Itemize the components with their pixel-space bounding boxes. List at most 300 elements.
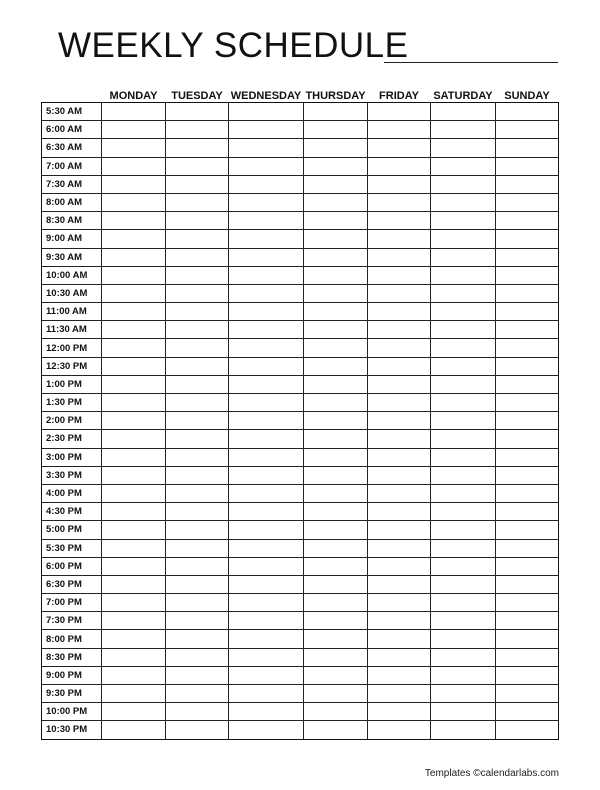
schedule-cell[interactable] — [166, 193, 229, 211]
schedule-cell[interactable] — [496, 139, 559, 157]
schedule-cell[interactable] — [304, 212, 368, 230]
schedule-cell[interactable] — [496, 303, 559, 321]
schedule-cell[interactable] — [368, 557, 431, 575]
schedule-row — [42, 321, 559, 339]
schedule-cell[interactable] — [496, 612, 559, 630]
schedule-cell[interactable] — [166, 557, 229, 575]
schedule-cell[interactable] — [304, 539, 368, 557]
schedule-cell[interactable] — [102, 503, 166, 521]
schedule-row — [42, 685, 559, 703]
schedule-cell[interactable] — [368, 666, 431, 684]
schedule-cell[interactable] — [229, 557, 304, 575]
schedule-cell[interactable] — [431, 157, 496, 175]
schedule-cell[interactable] — [166, 339, 229, 357]
schedule-cell[interactable] — [102, 357, 166, 375]
schedule-cell[interactable] — [368, 248, 431, 266]
schedule-cell[interactable] — [431, 484, 496, 502]
schedule-cell[interactable] — [304, 703, 368, 721]
schedule-cell[interactable] — [368, 612, 431, 630]
schedule-cell[interactable] — [229, 121, 304, 139]
schedule-cell[interactable] — [166, 484, 229, 502]
schedule-row — [42, 266, 559, 284]
schedule-cell[interactable] — [304, 484, 368, 502]
schedule-cell[interactable] — [368, 648, 431, 666]
schedule-row — [42, 412, 559, 430]
schedule-cell[interactable] — [304, 284, 368, 302]
schedule-cell[interactable] — [496, 357, 559, 375]
schedule-cell[interactable] — [166, 321, 229, 339]
schedule-cell[interactable] — [368, 484, 431, 502]
schedule-cell[interactable] — [431, 284, 496, 302]
schedule-cell[interactable] — [368, 357, 431, 375]
schedule-row — [42, 703, 559, 721]
schedule-cell[interactable] — [368, 303, 431, 321]
time-label: 2:30 PM — [42, 430, 102, 448]
schedule-cell[interactable] — [368, 394, 431, 412]
time-label: 7:30 PM — [42, 612, 102, 630]
time-label: 10:00 AM — [42, 266, 102, 284]
schedule-cell[interactable] — [102, 666, 166, 684]
time-label: 11:30 AM — [42, 321, 102, 339]
schedule-cell[interactable] — [368, 685, 431, 703]
schedule-cell[interactable] — [304, 248, 368, 266]
schedule-cell[interactable] — [304, 375, 368, 393]
schedule-cell[interactable] — [229, 521, 304, 539]
schedule-cell[interactable] — [496, 103, 559, 121]
schedule-cell[interactable] — [166, 503, 229, 521]
time-label: 1:30 PM — [42, 394, 102, 412]
schedule-cell[interactable] — [304, 303, 368, 321]
schedule-row — [42, 484, 559, 502]
schedule-cell[interactable] — [229, 212, 304, 230]
header-row — [42, 88, 559, 103]
schedule-cell[interactable] — [229, 175, 304, 193]
schedule-cell[interactable] — [229, 248, 304, 266]
schedule-cell[interactable] — [431, 648, 496, 666]
schedule-cell[interactable] — [431, 630, 496, 648]
schedule-cell[interactable] — [304, 230, 368, 248]
schedule-cell[interactable] — [304, 666, 368, 684]
schedule-row — [42, 630, 559, 648]
schedule-cell[interactable] — [304, 521, 368, 539]
schedule-cell[interactable] — [102, 175, 166, 193]
schedule-cell[interactable] — [431, 448, 496, 466]
time-label: 6:30 AM — [42, 139, 102, 157]
schedule-cell[interactable] — [229, 103, 304, 121]
schedule-cell[interactable] — [102, 303, 166, 321]
schedule-row — [42, 121, 559, 139]
schedule-cell[interactable] — [496, 721, 559, 739]
schedule-cell[interactable] — [102, 230, 166, 248]
schedule-cell[interactable] — [102, 466, 166, 484]
schedule-cell[interactable] — [102, 448, 166, 466]
schedule-cell[interactable] — [368, 703, 431, 721]
schedule-cell[interactable] — [304, 157, 368, 175]
schedule-cell[interactable] — [431, 212, 496, 230]
schedule-cell[interactable] — [431, 594, 496, 612]
schedule-cell[interactable] — [304, 648, 368, 666]
schedule-cell[interactable] — [496, 430, 559, 448]
schedule-row — [42, 303, 559, 321]
schedule-cell[interactable] — [304, 630, 368, 648]
schedule-cell[interactable] — [229, 503, 304, 521]
schedule-cell[interactable] — [229, 303, 304, 321]
schedule-cell[interactable] — [368, 630, 431, 648]
schedule-cell[interactable] — [431, 375, 496, 393]
schedule-cell[interactable] — [304, 339, 368, 357]
schedule-cell[interactable] — [166, 521, 229, 539]
schedule-cell[interactable] — [229, 612, 304, 630]
schedule-cell[interactable] — [166, 394, 229, 412]
day-header: WEDNESDAY — [229, 88, 304, 103]
schedule-cell[interactable] — [166, 430, 229, 448]
schedule-cell[interactable] — [368, 466, 431, 484]
day-header: THURSDAY — [305, 90, 366, 102]
time-label: 6:00 PM — [42, 557, 102, 575]
schedule-row — [42, 175, 559, 193]
schedule-cell[interactable] — [102, 612, 166, 630]
schedule-row — [42, 721, 559, 739]
schedule-cell[interactable] — [229, 357, 304, 375]
schedule-cell[interactable] — [431, 666, 496, 684]
schedule-cell[interactable] — [304, 412, 368, 430]
schedule-cell[interactable] — [496, 648, 559, 666]
schedule-cell[interactable] — [102, 685, 166, 703]
schedule-cell[interactable] — [102, 248, 166, 266]
schedule-cell[interactable] — [229, 648, 304, 666]
time-label: 12:00 PM — [42, 339, 102, 357]
schedule-cell[interactable] — [368, 175, 431, 193]
schedule-cell[interactable] — [431, 721, 496, 739]
schedule-cell[interactable] — [166, 539, 229, 557]
schedule-cell[interactable] — [304, 575, 368, 593]
schedule-cell[interactable] — [166, 575, 229, 593]
schedule-cell[interactable] — [368, 448, 431, 466]
schedule-cell[interactable] — [368, 594, 431, 612]
schedule-cell[interactable] — [229, 575, 304, 593]
schedule-cell[interactable] — [102, 521, 166, 539]
schedule-cell[interactable] — [496, 484, 559, 502]
schedule-cell[interactable] — [166, 594, 229, 612]
schedule-cell[interactable] — [229, 375, 304, 393]
time-label: 2:00 PM — [42, 412, 102, 430]
schedule-cell[interactable] — [166, 466, 229, 484]
schedule-cell[interactable] — [496, 394, 559, 412]
schedule-cell[interactable] — [496, 448, 559, 466]
schedule-cell[interactable] — [166, 157, 229, 175]
schedule-cell[interactable] — [166, 357, 229, 375]
schedule-cell[interactable] — [102, 321, 166, 339]
schedule-cell[interactable] — [431, 339, 496, 357]
schedule-cell[interactable] — [496, 575, 559, 593]
schedule-cell[interactable] — [496, 594, 559, 612]
time-label: 10:00 PM — [42, 703, 102, 721]
schedule-cell[interactable] — [166, 121, 229, 139]
time-label: 7:30 AM — [42, 175, 102, 193]
schedule-cell[interactable] — [431, 121, 496, 139]
schedule-cell[interactable] — [496, 266, 559, 284]
schedule-cell[interactable] — [166, 630, 229, 648]
schedule-cell[interactable] — [496, 375, 559, 393]
schedule-cell[interactable] — [431, 193, 496, 211]
schedule-cell[interactable] — [229, 484, 304, 502]
schedule-cell[interactable] — [304, 394, 368, 412]
time-label: 1:00 PM — [42, 375, 102, 393]
schedule-cell[interactable] — [166, 303, 229, 321]
schedule-cell[interactable] — [496, 630, 559, 648]
schedule-cell[interactable] — [229, 630, 304, 648]
schedule-cell[interactable] — [229, 284, 304, 302]
schedule-cell[interactable] — [496, 248, 559, 266]
schedule-cell[interactable] — [229, 703, 304, 721]
schedule-cell[interactable] — [304, 685, 368, 703]
schedule-cell[interactable] — [496, 521, 559, 539]
schedule-cell[interactable] — [368, 430, 431, 448]
schedule-cell[interactable] — [368, 412, 431, 430]
schedule-cell[interactable] — [496, 157, 559, 175]
schedule-cell[interactable] — [102, 557, 166, 575]
schedule-cell[interactable] — [102, 375, 166, 393]
schedule-cell[interactable] — [431, 103, 496, 121]
schedule-cell[interactable] — [102, 103, 166, 121]
schedule-row — [42, 521, 559, 539]
schedule-cell[interactable] — [304, 594, 368, 612]
schedule-cell[interactable] — [166, 284, 229, 302]
schedule-cell[interactable] — [304, 448, 368, 466]
schedule-cell[interactable] — [102, 430, 166, 448]
schedule-cell[interactable] — [431, 539, 496, 557]
schedule-cell[interactable] — [102, 212, 166, 230]
schedule-cell[interactable] — [166, 721, 229, 739]
schedule-cell[interactable] — [368, 539, 431, 557]
schedule-cell[interactable] — [304, 321, 368, 339]
page-title: WEEKLY SCHEDULE — [58, 26, 409, 65]
time-label: 7:00 AM — [42, 157, 102, 175]
schedule-row — [42, 648, 559, 666]
schedule-cell[interactable] — [229, 685, 304, 703]
schedule-cell[interactable] — [229, 466, 304, 484]
week-name-line — [384, 62, 558, 63]
schedule-row — [42, 612, 559, 630]
schedule-cell[interactable] — [229, 193, 304, 211]
schedule-cell[interactable] — [496, 284, 559, 302]
schedule-cell[interactable] — [229, 157, 304, 175]
schedule-cell[interactable] — [229, 666, 304, 684]
time-label: 6:30 PM — [42, 575, 102, 593]
time-label: 8:00 AM — [42, 193, 102, 211]
schedule-cell[interactable] — [102, 121, 166, 139]
schedule-cell[interactable] — [166, 175, 229, 193]
schedule-cell[interactable] — [368, 321, 431, 339]
schedule-cell[interactable] — [166, 212, 229, 230]
schedule-cell[interactable] — [496, 121, 559, 139]
schedule-cell[interactable] — [368, 375, 431, 393]
schedule-cell[interactable] — [102, 394, 166, 412]
schedule-row — [42, 193, 559, 211]
day-header: FRIDAY — [368, 88, 431, 103]
schedule-cell[interactable] — [496, 339, 559, 357]
schedule-cell[interactable] — [102, 193, 166, 211]
schedule-cell[interactable] — [431, 357, 496, 375]
schedule-row — [42, 430, 559, 448]
schedule-cell[interactable] — [102, 412, 166, 430]
schedule-cell[interactable] — [431, 521, 496, 539]
schedule-cell[interactable] — [102, 266, 166, 284]
schedule-cell[interactable] — [496, 466, 559, 484]
schedule-cell[interactable] — [304, 266, 368, 284]
schedule-cell[interactable] — [166, 685, 229, 703]
schedule-cell[interactable] — [229, 412, 304, 430]
schedule-cell[interactable] — [368, 193, 431, 211]
time-label: 3:00 PM — [42, 448, 102, 466]
schedule-cell[interactable] — [431, 703, 496, 721]
schedule-cell[interactable] — [431, 321, 496, 339]
schedule-cell[interactable] — [496, 193, 559, 211]
schedule-cell[interactable] — [102, 630, 166, 648]
schedule-cell[interactable] — [166, 230, 229, 248]
schedule-cell[interactable] — [229, 339, 304, 357]
schedule-cell[interactable] — [304, 121, 368, 139]
schedule-cell[interactable] — [496, 539, 559, 557]
schedule-cell[interactable] — [368, 121, 431, 139]
schedule-cell[interactable] — [166, 648, 229, 666]
time-label: 8:30 PM — [42, 648, 102, 666]
schedule-cell[interactable] — [496, 685, 559, 703]
schedule-cell[interactable] — [431, 430, 496, 448]
schedule-cell[interactable] — [496, 557, 559, 575]
schedule-cell[interactable] — [304, 503, 368, 521]
schedule-cell[interactable] — [102, 648, 166, 666]
schedule-cell[interactable] — [368, 212, 431, 230]
schedule-cell[interactable] — [431, 612, 496, 630]
schedule-cell[interactable] — [229, 321, 304, 339]
schedule-cell[interactable] — [304, 430, 368, 448]
schedule-cell[interactable] — [166, 448, 229, 466]
schedule-cell[interactable] — [431, 394, 496, 412]
time-label: 9:30 PM — [42, 685, 102, 703]
schedule-cell[interactable] — [368, 575, 431, 593]
schedule-cell[interactable] — [229, 539, 304, 557]
schedule-cell[interactable] — [304, 175, 368, 193]
schedule-row — [42, 284, 559, 302]
schedule-cell[interactable] — [166, 412, 229, 430]
schedule-cell[interactable] — [304, 721, 368, 739]
schedule-cell[interactable] — [496, 230, 559, 248]
schedule-cell[interactable] — [431, 575, 496, 593]
schedule-cell[interactable] — [102, 703, 166, 721]
schedule-cell[interactable] — [166, 666, 229, 684]
schedule-cell[interactable] — [431, 412, 496, 430]
schedule-cell[interactable] — [496, 212, 559, 230]
day-header: SATURDAY — [431, 88, 496, 103]
schedule-cell[interactable] — [368, 139, 431, 157]
schedule-cell[interactable] — [304, 357, 368, 375]
schedule-cell[interactable] — [304, 557, 368, 575]
schedule-cell[interactable] — [496, 321, 559, 339]
schedule-cell[interactable] — [229, 139, 304, 157]
time-label: 7:00 PM — [42, 594, 102, 612]
schedule-cell[interactable] — [166, 103, 229, 121]
schedule-cell[interactable] — [368, 721, 431, 739]
schedule-cell[interactable] — [431, 503, 496, 521]
schedule-cell[interactable] — [102, 157, 166, 175]
schedule-cell[interactable] — [166, 139, 229, 157]
schedule-cell[interactable] — [102, 575, 166, 593]
schedule-row — [42, 594, 559, 612]
schedule-cell[interactable] — [229, 394, 304, 412]
schedule-cell[interactable] — [368, 230, 431, 248]
schedule-cell[interactable] — [368, 157, 431, 175]
schedule-row — [42, 575, 559, 593]
schedule-cell[interactable] — [102, 594, 166, 612]
schedule-cell[interactable] — [229, 594, 304, 612]
schedule-cell[interactable] — [102, 339, 166, 357]
schedule-cell[interactable] — [368, 503, 431, 521]
schedule-cell[interactable] — [496, 412, 559, 430]
schedule-cell[interactable] — [166, 375, 229, 393]
schedule-cell[interactable] — [431, 466, 496, 484]
schedule-cell[interactable] — [431, 266, 496, 284]
schedule-cell[interactable] — [102, 139, 166, 157]
schedule-cell[interactable] — [102, 721, 166, 739]
schedule-cell[interactable] — [368, 103, 431, 121]
schedule-row — [42, 230, 559, 248]
day-header: MONDAY — [102, 88, 166, 103]
header-corner — [42, 88, 102, 103]
schedule-cell[interactable] — [431, 685, 496, 703]
schedule-cell[interactable] — [368, 284, 431, 302]
schedule-cell[interactable] — [229, 721, 304, 739]
schedule-cell[interactable] — [431, 139, 496, 157]
schedule-row — [42, 557, 559, 575]
schedule-cell[interactable] — [102, 484, 166, 502]
schedule-row — [42, 212, 559, 230]
time-label: 9:30 AM — [42, 248, 102, 266]
schedule-cell[interactable] — [368, 266, 431, 284]
schedule-cell[interactable] — [304, 139, 368, 157]
schedule-cell[interactable] — [431, 230, 496, 248]
schedule-cell[interactable] — [304, 612, 368, 630]
schedule-cell[interactable] — [304, 193, 368, 211]
schedule-cell[interactable] — [431, 248, 496, 266]
schedule-cell[interactable] — [496, 503, 559, 521]
schedule-cell[interactable] — [102, 284, 166, 302]
schedule-cell[interactable] — [431, 303, 496, 321]
schedule-cell[interactable] — [166, 703, 229, 721]
schedule-cell[interactable] — [368, 521, 431, 539]
schedule-cell[interactable] — [304, 466, 368, 484]
schedule-cell[interactable] — [431, 175, 496, 193]
schedule-cell[interactable] — [229, 430, 304, 448]
schedule-cell[interactable] — [229, 266, 304, 284]
schedule-cell[interactable] — [368, 339, 431, 357]
time-label: 9:00 PM — [42, 666, 102, 684]
schedule-cell[interactable] — [496, 175, 559, 193]
time-label: 8:00 PM — [42, 630, 102, 648]
schedule-cell[interactable] — [166, 612, 229, 630]
schedule-cell[interactable] — [431, 557, 496, 575]
schedule-cell[interactable] — [496, 666, 559, 684]
day-header: TUESDAY — [166, 88, 229, 103]
schedule-cell[interactable] — [229, 448, 304, 466]
schedule-cell[interactable] — [229, 230, 304, 248]
time-label: 11:00 AM — [42, 303, 102, 321]
schedule-cell[interactable] — [166, 248, 229, 266]
schedule-cell[interactable] — [166, 266, 229, 284]
schedule-cell[interactable] — [304, 103, 368, 121]
schedule-cell[interactable] — [102, 539, 166, 557]
schedule-cell[interactable] — [496, 703, 559, 721]
